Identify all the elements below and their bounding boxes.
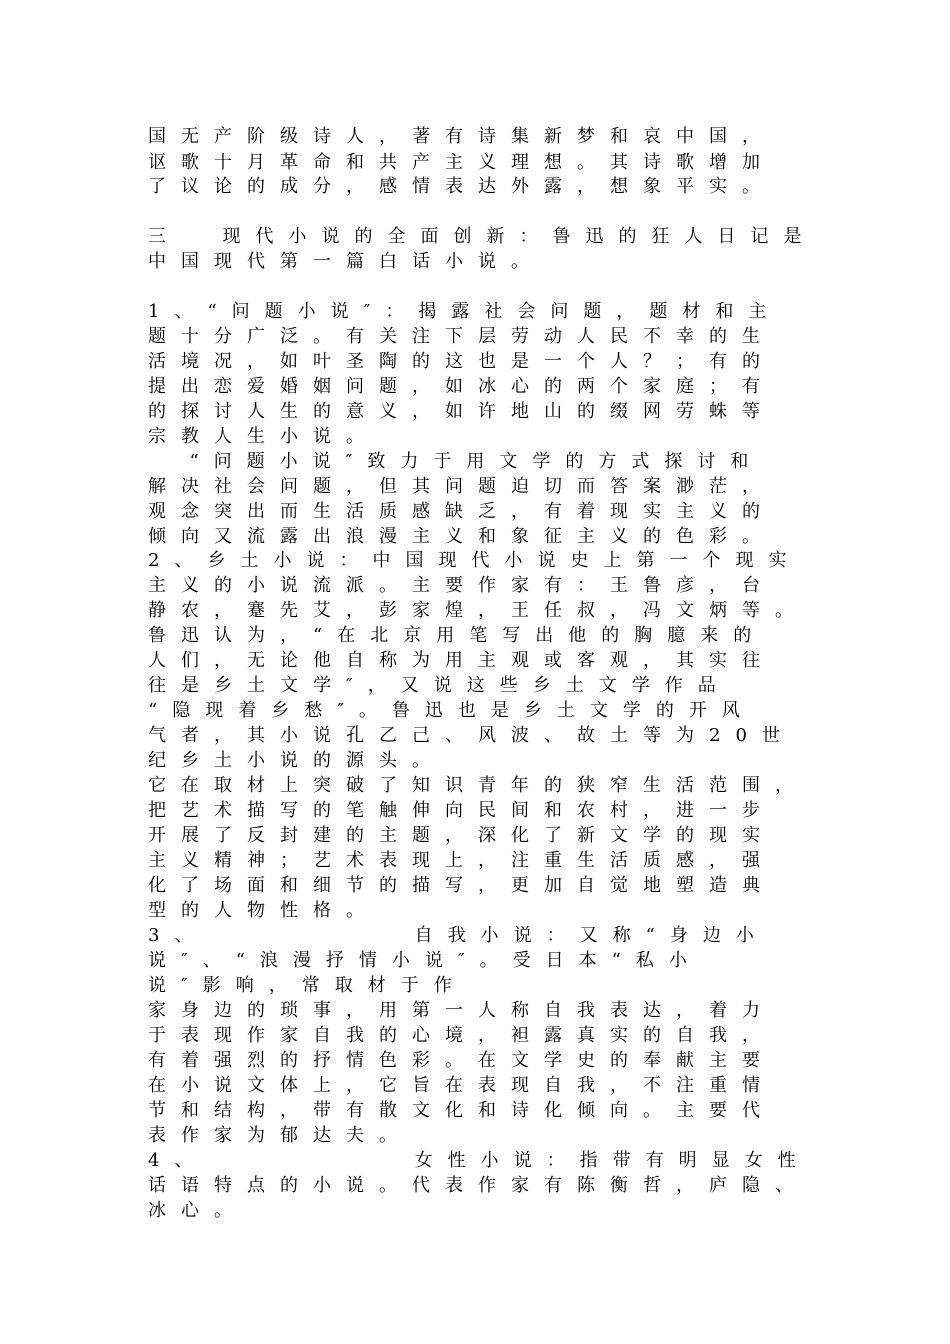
text-line: 节和结构，带有散文化和诗化倾向。主要代 <box>148 1100 775 1121</box>
text-line: 讴歌十月革命和共产主义理想。其诗歌增加 <box>148 152 775 173</box>
text-line: 纪乡土小说的源头。 <box>148 750 445 771</box>
text-line: “问题小说″致力于用文学的方式探讨和 <box>148 451 764 472</box>
text-line: 国无产阶级诗人，著有诗集新梦和哀中国， <box>148 126 775 147</box>
text-line: 主义的小说流派。主要作家有：王鲁彦，台 <box>148 575 775 596</box>
text-line: 2、乡土小说：中国现代小说史上第一个现实 <box>148 550 802 571</box>
text-line: 有着强烈的抒情色彩。在文学史的奉献主要 <box>148 1050 775 1071</box>
text-line: 了议论的成分，感情表达外露，想象平实。 <box>148 176 775 197</box>
text-line: 的探讨人生的意义，如许地山的缀网劳蛛等 <box>148 401 775 422</box>
text-line: 型的人物性格。 <box>148 900 379 921</box>
text-line: 往是乡土文学″，又说这些乡土文学作品 <box>148 675 731 696</box>
text-line: 解决社会问题，但其问题迫切而答案渺茫， <box>148 476 775 497</box>
text-line: 人们，无论他自称为用主观或客观，其实往 <box>148 650 775 671</box>
section-heading: 三 现代小说的全面创新：鲁迅的狂人日记是 <box>148 226 817 247</box>
text-line: 主义精神；艺术表现上，注重生活质感，强 <box>148 850 775 871</box>
text-line: 它在取材上突破了知识青年的狭窄生活范围， <box>148 775 808 796</box>
text-line: 冰心。 <box>148 1200 247 1221</box>
text-line: 说″、“浪漫抒情小说″。受日本“私小 <box>148 950 702 971</box>
text-line: 把艺术描写的笔触伸向民间和农村，进一步 <box>148 800 775 821</box>
text-line: 4、 女性小说：指带有明显女性 <box>148 1150 811 1171</box>
text-line: 家身边的琐事，用第一人称自我表达，着力 <box>148 1000 775 1021</box>
text-line: 在小说文体上，它旨在表现自我，不注重情 <box>148 1075 775 1096</box>
text-line: 3、 自我小说：又称“身边小 <box>148 925 769 946</box>
text-line: 鲁迅认为，“在北京用笔写出他的胸臆来的 <box>148 625 767 646</box>
text-line: 表作家为郁达夫。 <box>148 1125 412 1146</box>
text-line: 题十分广泛。有关注下层劳动人民不幸的生 <box>148 326 775 347</box>
text-line: 观念突出而生活质感缺乏，有着现实主义的 <box>148 501 775 522</box>
text-line: 说″影响，常取材于作 <box>148 975 467 996</box>
text-line: “隐现着乡愁″。鲁迅也是乡土文学的开风 <box>148 700 755 721</box>
text-line: 1、“问题小说″：揭露社会问题，题材和主 <box>148 301 782 322</box>
text-line: 化了场面和细节的描写，更加自觉地塑造典 <box>148 875 775 896</box>
text-line: 中国现代第一篇白话小说。 <box>148 251 544 272</box>
text-line: 静农，蹇先艾，彭家煌，王任叔，冯文炳等。 <box>148 600 808 621</box>
text-line: 开展了反封建的主题，深化了新文学的现实 <box>148 825 775 846</box>
text-line: 活境况，如叶圣陶的这也是一个人？；有的 <box>148 351 775 372</box>
text-line: 话语特点的小说。代表作家有陈衡哲，庐隐、 <box>148 1175 808 1196</box>
text-line: 于表现作家自我的心境，袒露真实的自我， <box>148 1025 775 1046</box>
text-line: 宗教人生小说。 <box>148 426 379 447</box>
text-line: 气者，其小说孔乙己、风波、故土等为20世 <box>148 725 795 746</box>
text-line: 提出恋爱婚姻问题，如冰心的两个家庭；有 <box>148 376 775 397</box>
text-line: 倾向又流露出浪漫主义和象征主义的色彩。 <box>148 526 775 547</box>
